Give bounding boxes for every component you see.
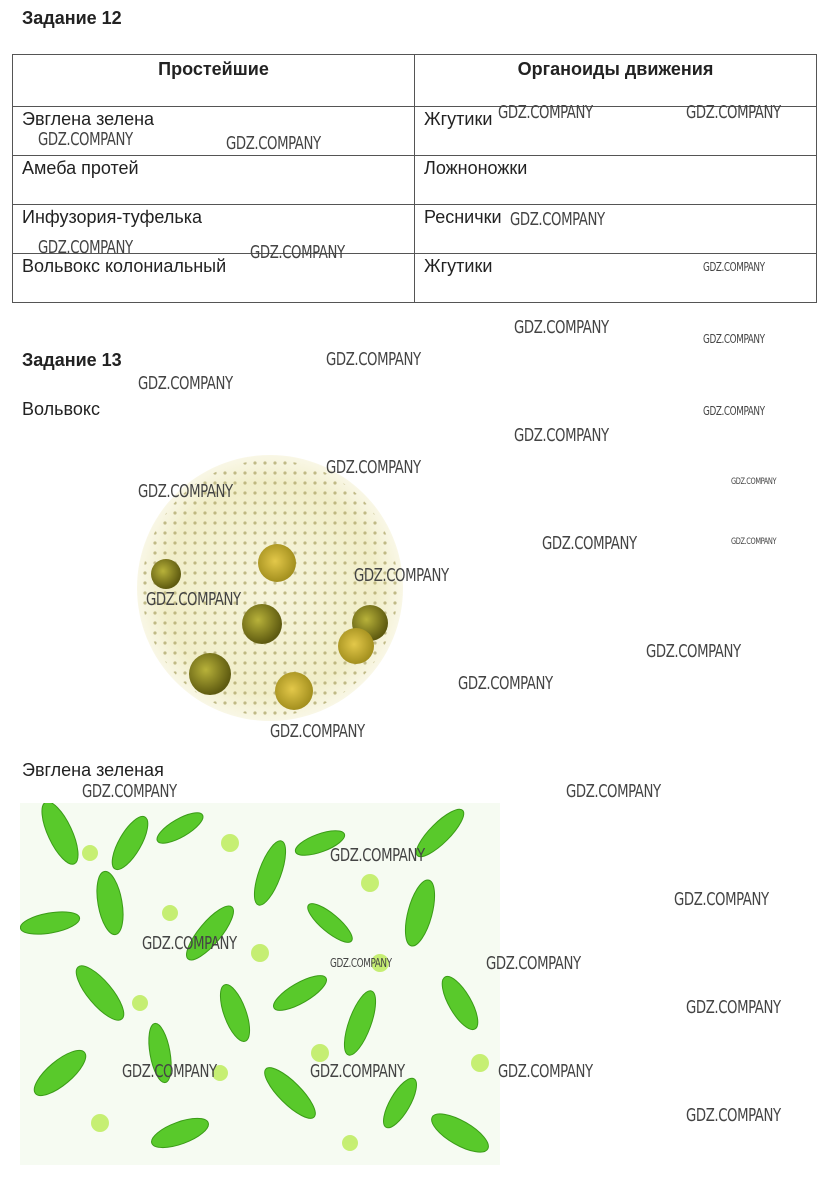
watermark: GDZ.COMPANY xyxy=(486,953,581,974)
watermark: GDZ.COMPANY xyxy=(686,102,781,123)
table-row xyxy=(13,205,817,254)
watermark: GDZ.COMPANY xyxy=(310,1061,405,1082)
watermark: GDZ.COMPANY xyxy=(354,565,449,586)
table-cell-protozoa: Вольвокс колониальный xyxy=(13,254,415,303)
table-cell-organelle: Жгутики xyxy=(415,107,817,156)
table-cell-organelle: Ложноножки xyxy=(415,156,817,205)
table-header-protozoa: Простейшие xyxy=(13,55,415,107)
watermark: GDZ.COMPANY xyxy=(38,237,133,258)
watermark: GDZ.COMPANY xyxy=(326,457,421,478)
watermark: GDZ.COMPANY xyxy=(703,404,765,418)
watermark: GDZ.COMPANY xyxy=(686,1105,781,1126)
table-cell-protozoa: Амеба протей xyxy=(13,156,415,205)
watermark: GDZ.COMPANY xyxy=(330,845,425,866)
watermark: GDZ.COMPANY xyxy=(38,129,133,150)
watermark: GDZ.COMPANY xyxy=(514,317,609,338)
watermark: GDZ.COMPANY xyxy=(146,589,241,610)
watermark: GDZ.COMPANY xyxy=(674,889,769,910)
watermark: GDZ.COMPANY xyxy=(498,102,593,123)
table-row xyxy=(13,254,817,303)
watermark: GDZ.COMPANY xyxy=(566,781,661,802)
watermark: GDZ.COMPANY xyxy=(326,349,421,370)
watermark: GDZ.COMPANY xyxy=(731,537,777,547)
watermark: GDZ.COMPANY xyxy=(703,260,765,274)
watermark: GDZ.COMPANY xyxy=(510,209,605,230)
watermark: GDZ.COMPANY xyxy=(686,997,781,1018)
watermark: GDZ.COMPANY xyxy=(138,373,233,394)
watermark: GDZ.COMPANY xyxy=(330,956,392,970)
table-header-row xyxy=(13,55,817,107)
watermark: GDZ.COMPANY xyxy=(138,481,233,502)
watermark: GDZ.COMPANY xyxy=(122,1061,217,1082)
table-header-organelles: Органоиды движения xyxy=(415,55,817,107)
task13-heading: Задание 13 xyxy=(22,350,122,370)
table-cell-organelle: Жгутики xyxy=(415,254,817,303)
watermark: GDZ.COMPANY xyxy=(270,721,365,742)
watermark: GDZ.COMPANY xyxy=(731,477,777,487)
watermark: GDZ.COMPANY xyxy=(226,133,321,154)
euglena-label: Эвглена зеленая xyxy=(22,760,164,780)
table-cell-protozoa: Эвглена зелена xyxy=(13,107,415,156)
watermark: GDZ.COMPANY xyxy=(703,332,765,346)
watermark: GDZ.COMPANY xyxy=(142,933,237,954)
euglena-image xyxy=(20,803,500,1165)
watermark: GDZ.COMPANY xyxy=(646,641,741,662)
task12-table xyxy=(12,54,817,303)
table-cell-organelle: Реснички xyxy=(415,205,817,254)
table-row xyxy=(13,156,817,205)
watermark: GDZ.COMPANY xyxy=(498,1061,593,1082)
watermark: GDZ.COMPANY xyxy=(542,533,637,554)
watermark: GDZ.COMPANY xyxy=(82,781,177,802)
watermark: GDZ.COMPANY xyxy=(250,242,345,263)
volvox-label: Вольвокс xyxy=(22,399,100,419)
watermark: GDZ.COMPANY xyxy=(458,673,553,694)
watermark: GDZ.COMPANY xyxy=(514,425,609,446)
table-cell-protozoa: Инфузория-туфелька xyxy=(13,205,415,254)
task12-heading: Задание 12 xyxy=(22,8,122,28)
